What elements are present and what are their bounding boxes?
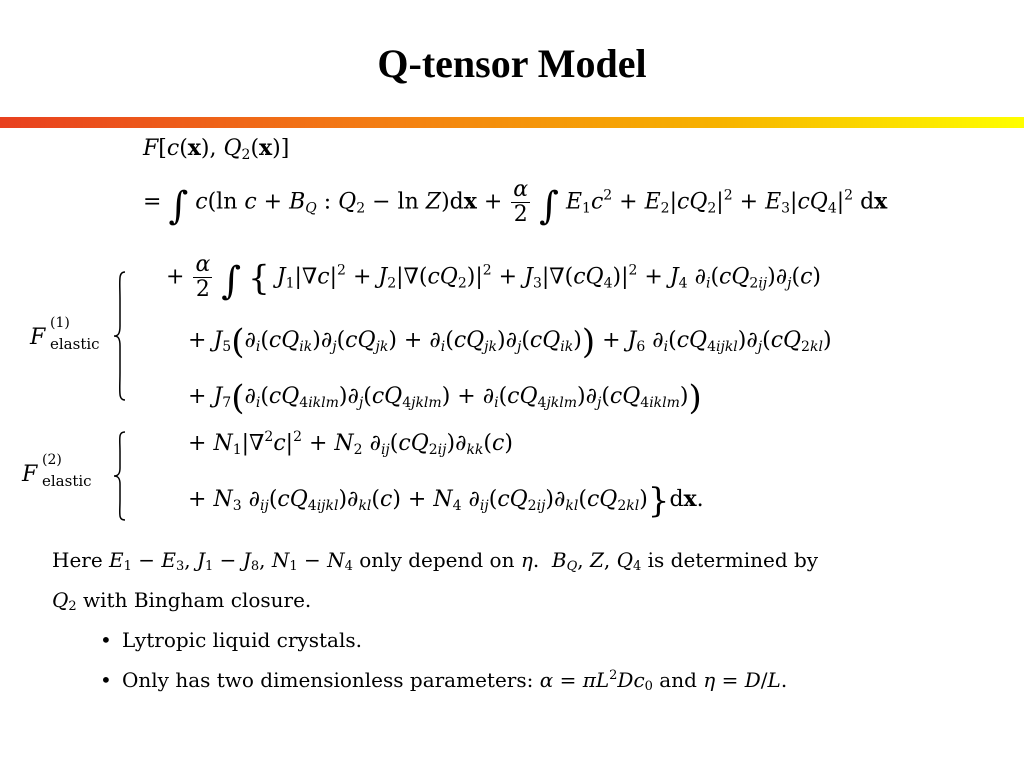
- equation-line-0: F[c(x), $Q_2(x)$]: [143, 135, 290, 163]
- equation-line-4: + $J_7(\partial_i(cQ_{4iklm})\partial_j(cQ_{4jklm}) + \partial_i(cQ_{4jklm})\partial_j(cQ_{4iklm}))$: [188, 378, 702, 418]
- bullet-item-1: [100, 628, 362, 652]
- equation-line-3: + $J_5(\partial_i(cQ_{ik})\partial_j(cQ_{jk}) + \partial_i(cQ_{jk})\partial_j(cQ_{ik})) + J_6$ $\partial_i(cQ_{4ijkl})\partial_j(cQ_{2kl})$: [188, 322, 832, 362]
- equation-line-1: = ∫ c(ln $c + B_Q$ : $Q_2 - \ln Z)dx$ + $\frac{\alpha}{2}$ ∫ $E_1c^2 + E_2|cQ_2|^2 + E_3|cQ_4|^2$ dx: [143, 177, 888, 228]
- description-line-1: Here $E_1 - E_3$, $J_1 - J_8$, $N_1 - N_4$ only depend on η. $B_Q$, Z, $Q_4$ is determined by: [52, 548, 819, 574]
- title-accent-bar: [0, 117, 1024, 128]
- bullet-item-2: • Only has two dimensionless parameters: $\alpha = \pi L^2Dc_0$ and η = D/L.: [100, 668, 788, 694]
- equation-line-5: + $N_1|\nabla^2c|^2 + N_2$ $\partial_{ij}(cQ_{2ij})\partial_{kk}(c)$: [188, 429, 513, 458]
- equation-line-6: + $N_3$ $\partial_{ij}(cQ_{4ijkl})\partial_{kl}(c) + N_4$ $\partial_{ij}(cQ_{2ij})\partial_{kl}(cQ_{2kl})\}dx$.: [188, 481, 704, 521]
- bullet-text: Lytropic liquid crystals.: [122, 628, 362, 652]
- slide-title: Q-tensor Model: [377, 41, 647, 86]
- brace-elastic-1: [112, 270, 128, 402]
- equation-line-2: + $\frac{\alpha}{2}$ ∫ { $J_1|\nabla c|^2 + J_2|\nabla(cQ_2)|^2 + J_3|\nabla(cQ_4)|^2 + J_4$ $\partial_i(cQ_{2ij})\partial_j(c)$: [166, 252, 821, 303]
- f-elastic-1-label: F (1) elastic: [30, 315, 100, 353]
- brace-elastic-2: [112, 430, 128, 522]
- f-elastic-2-label: F (2) elastic: [22, 452, 92, 490]
- bullet-dot: •: [100, 668, 112, 692]
- bullet-dot: •: [100, 628, 112, 652]
- description-line-2: $Q_2$ with Bingham closure.: [52, 588, 312, 614]
